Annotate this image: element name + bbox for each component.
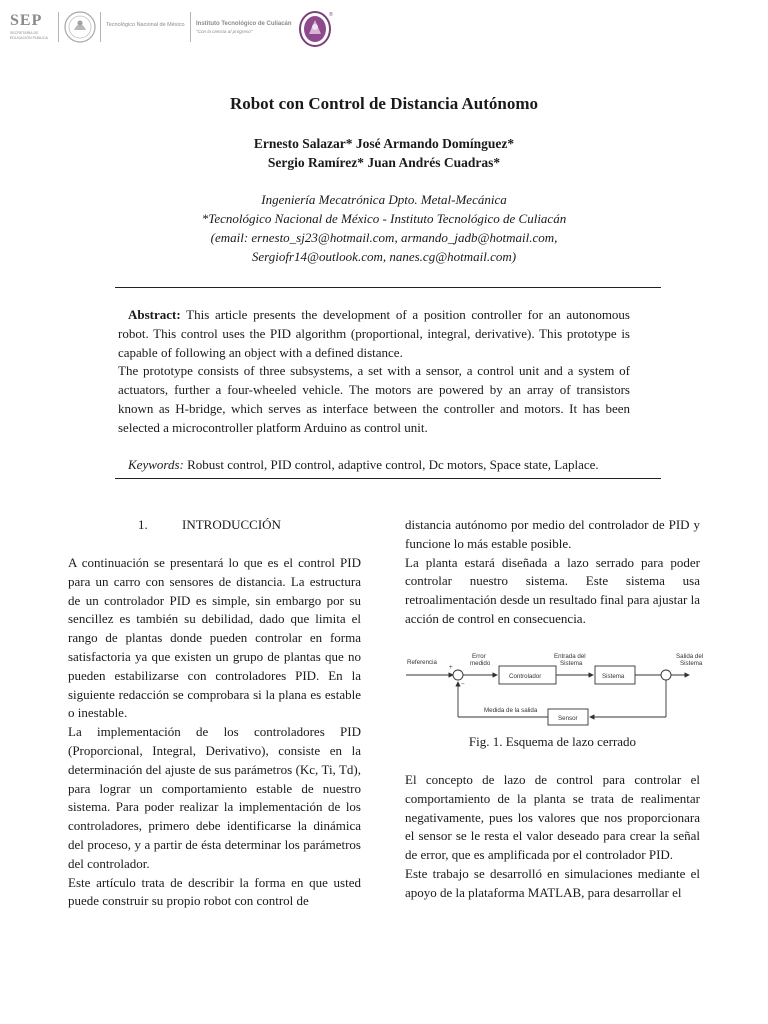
abstract-paragraph-2: The prototype consists of three subsystems, a set with a sensor, a control unit and a system of actuators, further a four-wheeled vehicle. The motors are powered by an array of transistors known as H-bridge, which serves as interface between the controller and motors. It has been selected a microcontroller platform Arduino as control unit.	[118, 363, 630, 435]
label-error-2: medido	[470, 660, 491, 667]
right-column-top	[405, 516, 700, 629]
output-node	[661, 670, 671, 680]
affiliation-line-1: Ingeniería Mecatrónica Dpto. Metal-Mecánica	[261, 192, 507, 207]
label-error-1: Error	[472, 653, 486, 660]
label-sistema: Sistema	[602, 673, 625, 680]
section-title: INTRODUCCIÓN	[182, 517, 281, 532]
label-plus: +	[449, 664, 453, 671]
header-divider	[100, 12, 101, 42]
abstract	[118, 306, 630, 438]
label-referencia: Referencia	[407, 659, 437, 666]
header-divider	[58, 12, 59, 42]
left-column	[68, 554, 361, 911]
label-salida-2: Sistema	[680, 660, 703, 667]
tecnm-logo-text: Tecnológico Nacional de México	[106, 22, 185, 28]
keywords-label: Keywords:	[128, 457, 184, 472]
closed-loop-diagram	[404, 645, 704, 729]
sep-logo-subtitle: SECRETARÍA DE EDUCACIÓN PÚBLICA	[10, 31, 48, 40]
itc-logo-text: Instituto Tecnológico de Culiacán	[196, 21, 292, 27]
divider-top	[115, 287, 661, 288]
right-paragraph-2: La planta estará diseñada a lazo serrado para poder controlar nuestro sistema. Este sistema usa retroalimentación desde un resultado final para ajustar la acción de control en consecuencia.	[405, 554, 700, 626]
label-entrada-2: Sistema	[560, 660, 583, 667]
affiliation-line-2: *Tecnológico Nacional de México - Instituto Tecnológico de Culiacán	[201, 211, 567, 226]
label-controlador: Controlador	[509, 673, 542, 680]
intro-paragraph-2: La implementación de los controladores PID (Proporcional, Integral, Derivativo), consiste en la determinación del ajuste de sus parámetros (Kc, Ti, Td), para lograr un comportamiento estable de nuestro sistema. Para poder realizar la implementación de los controladores, primero debe identificarse la dinámica del proceso, y a partir de ésta determinar los parámetros del controlador.	[68, 724, 361, 871]
keywords-text: Robust control, PID control, adaptive control, Dc motors, Space state, Laplace.	[183, 457, 599, 472]
authors-line-1: Ernesto Salazar* José Armando Domínguez*	[253, 136, 515, 151]
label-salida-1: Salida del	[676, 653, 704, 660]
label-minus: −	[461, 681, 465, 688]
intro-paragraph-1: A continuación se presentará lo que es el control PID para un carro con sensores de distancia. La estructura de un controlador PID es simple, sin embargo por su sencillez es también su debilidad, dado que limita el rango de plantas donde pueden controlar en forma satisfactoria ya que existen un grupo de plantas que no pueden estabilizarse con controladores PID. En la siguiente redacción se comprobara si la plana es estable o inestable.	[68, 555, 361, 721]
label-medida: Medida de la salida	[484, 707, 538, 714]
label-sensor: Sensor	[558, 715, 578, 722]
section-number: 1.	[138, 517, 148, 532]
keywords	[128, 457, 599, 473]
authors-line-2: Sergio Ramírez* Juan Andrés Cuadras*	[267, 155, 501, 170]
divider-bottom	[115, 478, 661, 479]
svg-text:®: ®	[329, 12, 333, 18]
summing-junction	[453, 670, 463, 680]
affiliation-line-3: (email: ernesto_sj23@hotmail.com, armando_jadb@hotmail.com,	[210, 230, 558, 245]
itc-motto: "Con la ciencia al progreso"	[196, 29, 253, 34]
label-entrada-1: Entrada del	[554, 653, 586, 660]
mexico-seal-icon	[64, 10, 96, 44]
section-heading	[138, 517, 281, 533]
sep-logo-text: SEP	[10, 12, 43, 29]
paper-title: Robot con Control de Distancia Autónomo	[229, 94, 539, 113]
right-paragraph-1: distancia autónomo por medio del controlador de PID y funcione lo más estable posible.	[405, 517, 700, 551]
right-paragraph-3: El concepto de lazo de control para controlar el comportamiento de la planta se trata de realimentar negativamente, pues los valores que nos proporcionara el sensor se le resta el valor deseado para crear la señal de error, que es amplificada por el controlador PID.	[405, 772, 700, 863]
abstract-label: Abstract:	[128, 307, 181, 322]
affiliation-line-4: Sergiofr14@outlook.com, nanes.cg@hotmail.com)	[251, 249, 517, 264]
right-column-bottom	[405, 771, 700, 903]
header-divider	[190, 12, 191, 42]
abstract-paragraph-1: This article presents the development of a position controller for an autonomous robot. This control uses the PID algorithm (proportional, integral, derivative). This prototype is capable of following an object with a defined distance.	[118, 307, 630, 360]
right-paragraph-4: Este trabajo se desarrolló en simulaciones mediante el apoyo de la plataforma MATLAB, para desarrollar el	[405, 865, 700, 900]
itc-crest-icon	[298, 10, 334, 48]
figure-caption: Fig. 1. Esquema de lazo cerrado	[468, 734, 637, 749]
intro-paragraph-3: Este artículo trata de describir la forma en que usted puede construir su propio robot con control de	[68, 874, 361, 909]
